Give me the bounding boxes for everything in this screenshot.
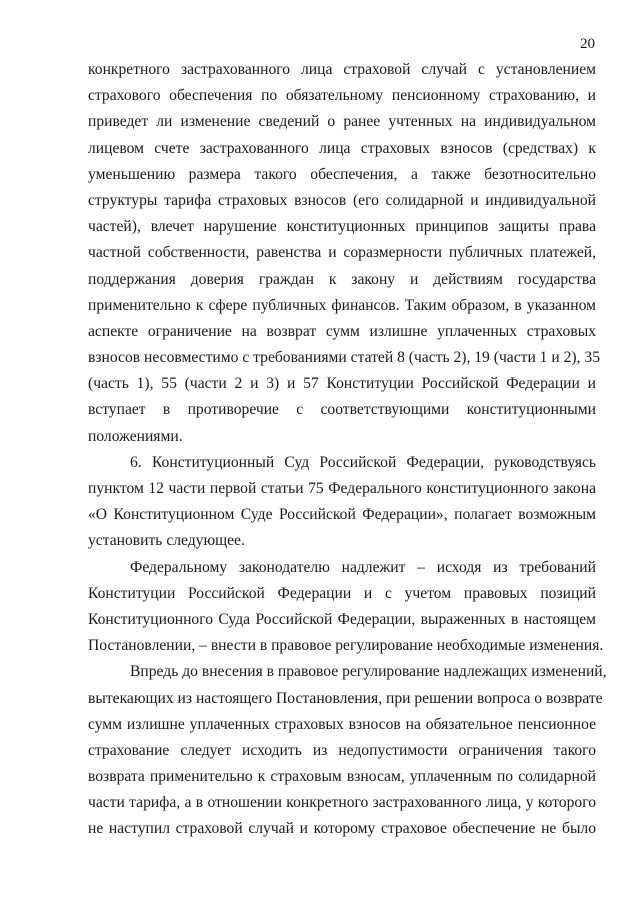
text-line: возврата применительно к страховым взносам, уплаченным по солидарной — [88, 768, 596, 786]
text-line: Конституции Российской Федерации и с учетом правовых позиций — [88, 584, 596, 602]
text-line: пунктом 12 части первой статьи 75 Федерального конституционного закона — [88, 480, 596, 497]
text-line: лицевом счете застрахованного лица страховых взносов (средствах) к — [88, 139, 596, 157]
paragraph-first-line: Федеральному законодателю надлежит – исходя из требований — [130, 558, 596, 576]
text-line: сумм излишне уплаченных страховых взносов на обязательное пенсионное — [88, 715, 596, 733]
text-line: частной собственности, равенства и соразмерности публичных платежей, — [88, 244, 596, 262]
text-line: уменьшению размера такого обеспечения, а также безотносительно — [88, 165, 596, 183]
text-line: взносов несовместимо с требованиями статей 8 (часть 2), 19 (части 1 и 2), 35 — [88, 349, 601, 367]
text-line: части тарифа, а в отношении конкретного застрахованного лица, у которого — [88, 794, 596, 812]
text-line: частей), влечет нарушение конституционных принципов защиты права — [88, 218, 596, 236]
text-line: поддержания доверия граждан к закону и действиям государства — [88, 270, 596, 288]
text-line: применительно к сфере публичных финансов. Таким образом, в указанном — [88, 296, 596, 314]
text-line: Постановлении, – внести в правовое регулирование необходимые изменения. — [88, 637, 604, 655]
text-line: страхование следует исходить из недопустимости ограничения такого — [88, 741, 596, 759]
body-text — [88, 57, 607, 843]
text-line: «О Конституционном Суде Российской Федерации», полагает возможным — [88, 506, 596, 524]
paragraph-first-line: 6. Конституционный Суд Российской Федерации, руководствуясь — [130, 453, 596, 471]
text-line: приведет ли изменение сведений о ранее учтенных на индивидуальном — [88, 113, 596, 131]
text-line: страхового обеспечения по обязательному пенсионному страхованию, и — [88, 87, 596, 105]
page-number: 20 — [580, 36, 595, 52]
text-line: вытекающих из настоящего Постановления, при решении вопроса о возврате — [88, 689, 603, 707]
text-line: не наступил страховой случай и которому страховое обеспечение не было — [88, 820, 596, 838]
text-line: Конституционного Суда Российской Федерации, выраженных в настоящем — [88, 610, 596, 628]
text-line: аспекте ограничение на возврат сумм излишне уплаченных страховых — [88, 322, 596, 340]
paragraph-first-line: Впредь до внесения в правовое регулирование надлежащих изменений, — [130, 663, 607, 681]
text-line: (часть 1), 55 (части 2 и 3) и 57 Конституции Российской Федерации и — [88, 375, 596, 393]
text-line: установить следующее. — [88, 532, 245, 550]
text-line: структуры тарифа страховых взносов (его солидарной и индивидуальной — [88, 191, 596, 209]
text-line: конкретного застрахованного лица страховой случай с установлением — [88, 61, 596, 78]
text-line: положениями. — [88, 427, 183, 445]
text-line: вступает в противоречие с соответствующими конституционными — [88, 401, 596, 419]
